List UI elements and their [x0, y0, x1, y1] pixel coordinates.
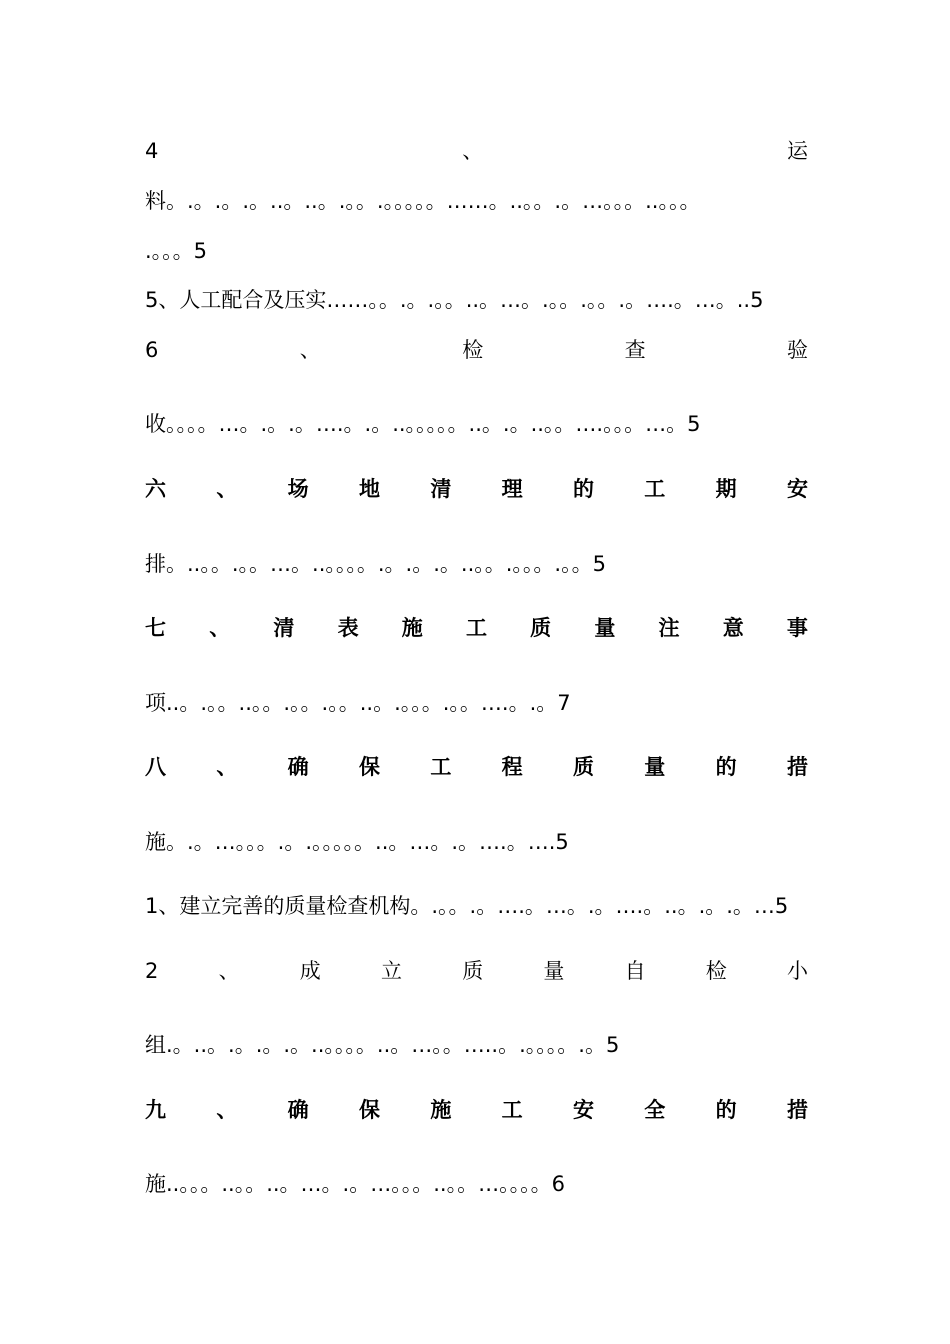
toc-word: 立 — [380, 959, 402, 983]
toc-word: 质 — [462, 959, 484, 983]
toc-entry-8-2-heading — [145, 956, 808, 986]
toc-word: 查 — [624, 338, 646, 362]
toc-word: 表 — [337, 616, 359, 640]
toc-word: 措 — [786, 1098, 808, 1122]
toc-word: 运 — [787, 139, 808, 163]
toc-entry-4-leader: 料。.。.。.。..。..。.。。.。。。。。……。..。。.。…。。。..。。。 — [145, 189, 701, 213]
toc-word: 地 — [358, 477, 380, 501]
toc-word: 的 — [715, 1098, 737, 1122]
toc-word: 质 — [572, 755, 594, 779]
toc-word: 施 — [430, 1098, 452, 1122]
toc-word: 成 — [299, 959, 321, 983]
toc-word: 、 — [216, 1098, 238, 1122]
toc-word: 量 — [644, 755, 666, 779]
toc-word: 注 — [658, 616, 680, 640]
toc-word: 的 — [572, 477, 594, 501]
toc-section-9-heading — [145, 1095, 808, 1125]
toc-word: 验 — [787, 338, 808, 362]
toc-word: 2 — [145, 959, 159, 983]
toc-word: 措 — [786, 755, 808, 779]
toc-entry-5: 5、人工配合及压实……。。.。.。。..。…。.。。.。。.。….。…。..5 — [145, 288, 764, 312]
toc-word: 六 — [145, 477, 166, 501]
toc-word: 施 — [401, 616, 423, 640]
toc-word: 全 — [644, 1098, 666, 1122]
toc-section-6-leader: 排。..。。.。。…。..。。。。.。.。.。..。。.。。。.。。5 — [145, 552, 606, 576]
toc-word: 八 — [145, 755, 166, 779]
toc-word: 九 — [145, 1098, 166, 1122]
toc-word: 质 — [530, 616, 552, 640]
toc-word: 程 — [501, 755, 523, 779]
toc-word: 理 — [501, 477, 523, 501]
toc-word: 量 — [594, 616, 616, 640]
toc-word: 清 — [273, 616, 295, 640]
toc-word: 工 — [430, 755, 452, 779]
toc-word: 量 — [543, 959, 565, 983]
toc-word: 工 — [644, 477, 666, 501]
toc-entry-8-2-leader: 组.。..。.。.。.。..。。。。..。…。。…..。.。。。。.。5 — [145, 1033, 620, 1057]
table-of-contents — [145, 0, 808, 1344]
toc-word: 检 — [462, 338, 484, 362]
toc-word: 、 — [299, 338, 321, 362]
toc-entry-8-1: 1、建立完善的质量检查机构。.。。.。….。…。.。….。..。.。.。…5 — [145, 894, 789, 918]
toc-word: 检 — [705, 959, 727, 983]
toc-word: 、 — [218, 959, 240, 983]
toc-word: 安 — [786, 477, 808, 501]
toc-word: 期 — [715, 477, 737, 501]
toc-word: 保 — [358, 1098, 380, 1122]
toc-word: 小 — [787, 959, 808, 983]
toc-word: 4 — [145, 139, 159, 163]
toc-word: 工 — [465, 616, 487, 640]
toc-section-8-leader: 施。.。…。。。.。.。。。。。..。…。.。….。….5 — [145, 830, 569, 854]
toc-word: 意 — [722, 616, 744, 640]
toc-section-7-heading — [145, 613, 808, 643]
toc-word: 确 — [287, 755, 309, 779]
toc-word: 事 — [786, 616, 808, 640]
toc-section-8-heading — [145, 752, 808, 782]
toc-word: 、 — [216, 477, 238, 501]
toc-word: 的 — [715, 755, 737, 779]
toc-word: 、 — [216, 755, 238, 779]
toc-word: 6 — [145, 338, 159, 362]
toc-word: 七 — [145, 616, 166, 640]
toc-word: 确 — [287, 1098, 309, 1122]
toc-word: 安 — [572, 1098, 594, 1122]
toc-word: 工 — [501, 1098, 523, 1122]
toc-word: 保 — [358, 755, 380, 779]
toc-entry-4-page: .。。。5 — [145, 239, 208, 263]
toc-entry-4-heading — [145, 136, 808, 166]
toc-entry-6-heading — [145, 335, 808, 365]
toc-word: 清 — [430, 477, 452, 501]
toc-word: 、 — [209, 616, 231, 640]
toc-section-9-leader: 施..。。。..。。..。…。.。…。。。..。。…。。。。6 — [145, 1172, 565, 1196]
toc-word: 自 — [624, 959, 646, 983]
toc-word: 场 — [287, 477, 309, 501]
toc-section-6-heading — [145, 474, 808, 504]
toc-section-7-leader: 项..。.。。..。。.。。.。。..。.。。。.。。….。.。7 — [145, 691, 571, 715]
toc-entry-6-leader: 收。。。。…。.。.。….。.。..。。。。。..。.。..。。….。。。…。5 — [145, 412, 701, 436]
toc-word: 、 — [462, 139, 484, 163]
